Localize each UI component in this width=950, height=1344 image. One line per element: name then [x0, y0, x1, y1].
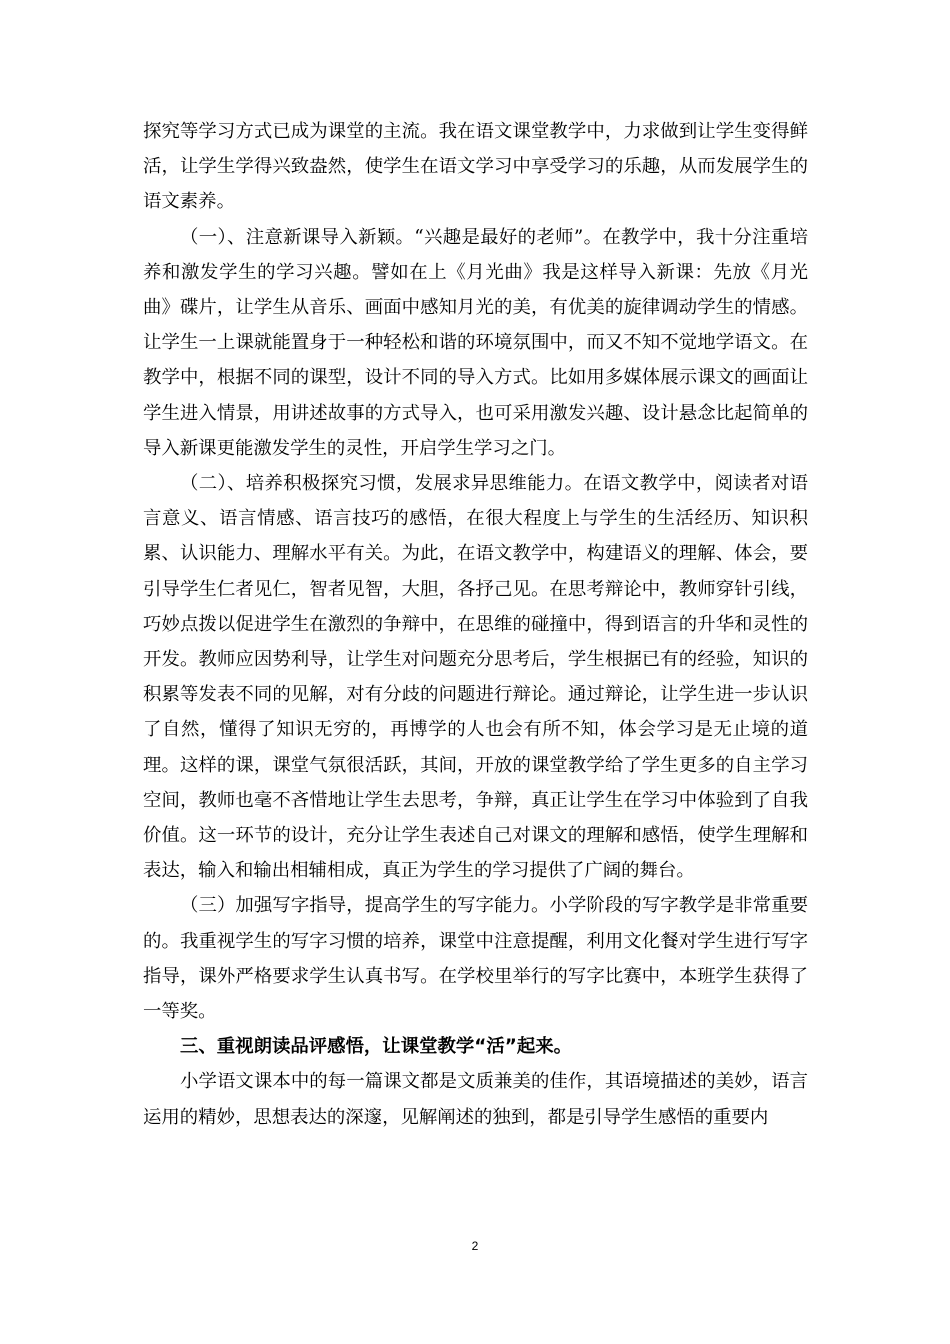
paragraph-continuation: 探究等学习方式已成为课堂的主流。我在语文课堂教学中，力求做到让学生变得鲜活，让学生学得兴致盎然，使学生在语文学习中享受学习的乐趣，从而发展学生的语文素养。 [143, 121, 808, 213]
paragraph-closing: 小学语文课本中的每一篇课文都是文质兼美的佳作，其语境描述的美妙，语言运用的精妙，思想表达的深邃，见解阐述的独到，都是引导学生感悟的重要内 [143, 1071, 808, 1128]
page-number: 2 [471, 1239, 479, 1253]
section-heading: 三、重视朗读品评感悟，让课堂教学“活”起来。 [180, 1036, 572, 1058]
document-body [143, 114, 808, 1135]
paragraph-section-3: （三）加强写字指导，提高学生的写字能力。小学阶段的写字教学是非常重要的。我重视学生的写字习惯的培养，课堂中注意提醒，利用文化餐对学生进行写字指导，课外严格要求学生认真书写。在学校里举行的写字比赛中，本班学生获得了一等奖。 [143, 895, 808, 1023]
paragraph-section-1: （一）、注意新课导入新颖。“兴趣是最好的老师”。在教学中，我十分注重培养和激发学生的学习兴趣。譬如在上《月光曲》我是这样导入新课：先放《月光曲》碟片，让学生从音乐、画面中感知月光的美，有优美的旋律调动学生的情感。让学生一上课就能置身于一种轻松和谐的环境氛围中，而又不知不觉地学语文。在教学中，根据不同的课型，设计不同的导入方式。比如用多媒体展示课文的画面让学生进入情景，用讲述故事的方式导入，也可采用激发兴趣、设计悬念比起简单的导入新课更能激发学生的灵性，开启学生学习之门。 [143, 226, 808, 459]
paragraph-section-2: （二）、培养积极探究习惯，发展求异思维能力。在语文教学中，阅读者对语言意义、语言情感、语言技巧的感悟，在很大程度上与学生的生活经历、知识积累、认识能力、理解水平有关。为此，在语文教学中，构建语义的理解、体会，要引导学生仁者见仁，智者见智，大胆，各抒己见。在思考辩论中，教师穿针引线，巧妙点拨以促进学生在激烈的争辩中，在思维的碰撞中，得到语言的升华和灵性的开发。教师应因势利导，让学生对问题充分思考后，学生根据已有的经验，知识的积累等发表不同的见解，对有分歧的问题进行辩论。通过辩论，让学生进一步认识了自然，懂得了知识无穷的，再博学的人也会有所不知，体会学习是无止境的道理。这样的课，课堂气氛很活跃，其间，开放的课堂教学给了学生更多的自主学习空间，教师也毫不吝惜地让学生去思考，争辩，真正让学生在学习中体验到了自我价值。这一环节的设计，充分让学生表述自己对课文的理解和感悟，使学生理解和表达，输入和输出相辅相成，真正为学生的学习提供了广阔的舞台。 [143, 473, 808, 882]
